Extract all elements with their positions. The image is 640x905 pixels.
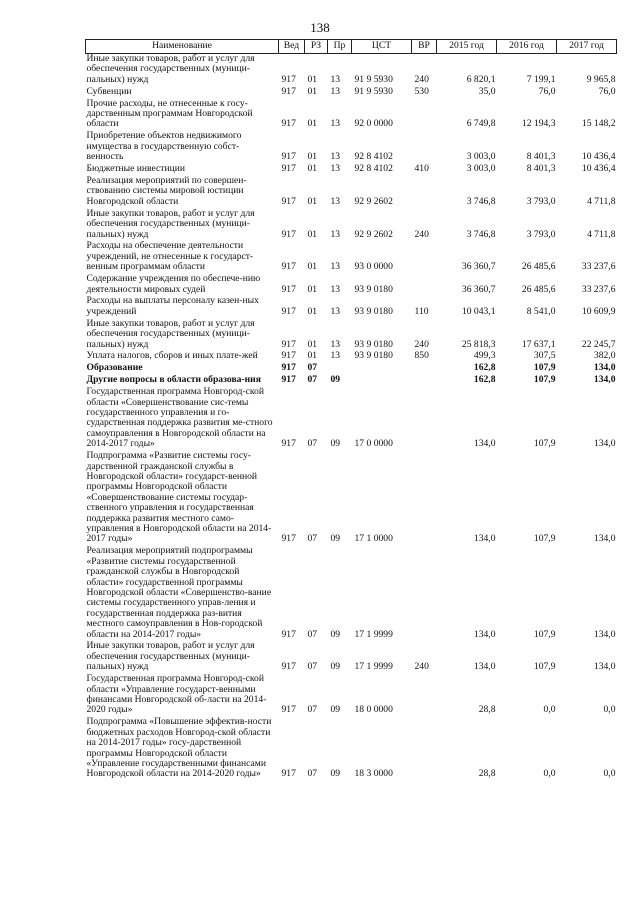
- cell-ved: 917: [281, 338, 296, 350]
- cell-cst: 17 1 9999: [354, 661, 393, 673]
- cell-cst: 92 8 4102: [354, 151, 393, 163]
- cell-pr: 13: [330, 283, 341, 295]
- cell-2015: 35,0: [478, 85, 496, 97]
- cell-vr: [412, 274, 437, 296]
- cell-vr: 240: [414, 338, 429, 350]
- cell-name: Иные закупки товаров, работ и услуг для обеспечения государственных (муници-пальных) нужд: [86, 317, 255, 350]
- cell-cst: 92 9 2602: [354, 195, 393, 207]
- cell-ved: 917: [281, 374, 296, 386]
- table-row: [86, 241, 617, 274]
- cell-rz: 01: [307, 283, 318, 295]
- cell-rz: 01: [307, 195, 318, 207]
- cell-2016: 3 793,0: [526, 195, 556, 207]
- table-row: [86, 641, 617, 674]
- cell-name: Приобретение объектов недвижимого имущества в государственную собст-венность: [86, 130, 242, 163]
- cell-vr: 240: [414, 73, 429, 85]
- cell-vr: [412, 176, 437, 209]
- cell-pr: 13: [330, 73, 341, 85]
- cell-vr: 240: [414, 661, 429, 673]
- cell-pr: 09: [330, 704, 341, 716]
- cell-pr: 13: [330, 195, 341, 207]
- cell-2017: 0,0: [603, 768, 616, 780]
- cell-2015: 3 003,0: [466, 163, 496, 175]
- cell-2017: 134,0: [593, 438, 616, 450]
- header-name: Наименование: [86, 40, 279, 54]
- cell-vr: [412, 546, 437, 641]
- cell-cst: 18 0 0000: [354, 704, 393, 716]
- cell-ved: 917: [281, 151, 296, 163]
- cell-pr: 13: [330, 163, 341, 175]
- table-row: [86, 387, 617, 451]
- cell-pr: 13: [330, 118, 341, 130]
- cell-name: Иные закупки товаров, работ и услуг для обеспечения государственных (муници-пальных) нужд: [86, 53, 255, 85]
- cell-pr: 09: [330, 374, 341, 386]
- cell-ved: 917: [281, 533, 296, 545]
- cell-2017: 134,0: [593, 661, 616, 673]
- cell-name: Реализация мероприятий подпрограммы «Развитие системы государственной гражданской службы в Новгородской области» государственной программы Новгородской области «Совершенство-вание системы государственного управ-ления и государственная поддержка раз-вития местного самоуправления в Нов-городской области на 2014-2017 годы»: [86, 545, 272, 640]
- cell-name: Уплата налогов, сборов и иных плате-жей: [86, 350, 258, 362]
- cell-pr: 09: [330, 661, 341, 673]
- cell-name: Прочие расходы, не отнесенные к госу-дарственным программам Новгородской области: [86, 97, 253, 130]
- cell-2017: 134,0: [593, 374, 616, 386]
- cell-2015: 28,8: [478, 768, 496, 780]
- cell-cst: 17 0 0000: [354, 438, 393, 450]
- cell-cst: [352, 363, 412, 375]
- header-2017: 2017 год: [557, 40, 617, 54]
- cell-2016: 26 485,6: [521, 261, 556, 273]
- header-pr: Пр: [328, 40, 352, 54]
- cell-cst: 91 9 5930: [354, 85, 393, 97]
- cell-pr: 13: [330, 261, 341, 273]
- cell-pr: 09: [330, 768, 341, 780]
- table-row: [86, 131, 617, 164]
- cell-2015: 6 820,1: [466, 73, 496, 85]
- cell-cst: 92 9 2602: [354, 228, 393, 240]
- cell-rz: 01: [307, 118, 318, 130]
- cell-2016: 7 199,1: [526, 73, 556, 85]
- cell-pr: 09: [330, 533, 341, 545]
- cell-2015: 28,8: [478, 704, 496, 716]
- cell-2015: 134,0: [473, 438, 496, 450]
- cell-2017: 76,0: [598, 85, 616, 97]
- cell-ved: 917: [281, 163, 296, 175]
- cell-vr: [412, 241, 437, 274]
- cell-pr: 09: [330, 438, 341, 450]
- cell-name: Подпрограмма «Повышение эффектив-ности бюджетных расходов Новгород-ской области на 2014-2017 годы» госу-дарственной программы Новгородской области «Управление государственными финансами Новгородской области на 2014-2020 годы»: [86, 716, 272, 780]
- cell-ved: 917: [281, 85, 296, 97]
- cell-name: Государственная программа Новгород-ской области «Совершенствование сис-темы государственного управления и го-сударственная поддержка развития ме-стного самоуправления в Новгородской области на 2014-2017 годы»: [86, 386, 273, 450]
- cell-name: Государственная программа Новгород-ской области «Управление государст-венными финансами Новгородской об-ласти на 2014-2020 годы»: [86, 673, 267, 716]
- header-2015: 2015 год: [437, 40, 497, 54]
- cell-2017: 4 711,8: [587, 195, 616, 207]
- cell-cst: 91 9 5930: [354, 73, 393, 85]
- cell-2016: 307,5: [533, 350, 556, 362]
- cell-rz: 01: [307, 338, 318, 350]
- cell-2015: 162,8: [473, 362, 496, 374]
- cell-rz: 01: [307, 261, 318, 273]
- cell-2015: 499,3: [473, 350, 496, 362]
- cell-vr: [412, 717, 437, 781]
- table-body: [86, 54, 617, 782]
- cell-2016: 0,0: [543, 768, 556, 780]
- table-row: [86, 546, 617, 641]
- cell-2017: 33 237,6: [581, 283, 616, 295]
- cell-name: Иные закупки товаров, работ и услуг для обеспечения государственных (муници-пальных) нужд: [86, 640, 255, 673]
- cell-rz: 01: [307, 350, 318, 362]
- cell-2017: 10 436,4: [581, 163, 616, 175]
- cell-rz: 07: [307, 362, 318, 374]
- header-vr: ВР: [412, 40, 437, 54]
- cell-cst: 93 0 0000: [354, 261, 393, 273]
- cell-ved: 917: [281, 283, 296, 295]
- cell-2016: 8 541,0: [526, 305, 556, 317]
- cell-2015: 6 749,8: [466, 118, 496, 130]
- cell-2016: 8 401,3: [526, 151, 556, 163]
- cell-pr: 13: [330, 151, 341, 163]
- table-row: [86, 451, 617, 546]
- cell-2015: 3 746,8: [466, 228, 496, 240]
- cell-rz: 01: [307, 151, 318, 163]
- cell-2016: 107,9: [533, 533, 556, 545]
- cell-2017: 134,0: [593, 628, 616, 640]
- cell-2016: 107,9: [533, 438, 556, 450]
- table-row: [86, 274, 617, 296]
- cell-2017: 15 148,2: [581, 118, 616, 130]
- cell-2017: 22 245,7: [581, 338, 616, 350]
- cell-vr: 530: [414, 85, 429, 97]
- cell-ved: 917: [281, 261, 296, 273]
- cell-2017: 134,0: [593, 533, 616, 545]
- cell-2015: 3 746,8: [466, 195, 496, 207]
- cell-2017: 0,0: [603, 704, 616, 716]
- cell-ved: 917: [281, 73, 296, 85]
- cell-rz: 07: [307, 374, 318, 386]
- cell-rz: 07: [307, 438, 318, 450]
- cell-2017: 33 237,6: [581, 261, 616, 273]
- cell-2017: 4 711,8: [587, 228, 616, 240]
- cell-2016: 8 401,3: [526, 163, 556, 175]
- cell-2015: 36 360,7: [461, 261, 496, 273]
- cell-2016: 107,9: [533, 374, 556, 386]
- cell-2016: 107,9: [533, 628, 556, 640]
- cell-cst: 92 8 4102: [354, 163, 393, 175]
- cell-rz: 07: [307, 628, 318, 640]
- cell-2016: 76,0: [538, 85, 556, 97]
- table-row: [86, 87, 617, 99]
- cell-name: Расходы на выплаты персоналу казен-ных учреждений: [86, 295, 259, 317]
- cell-name: Подпрограмма «Развитие системы госу-дарственной гражданской службы в Новгородской области» государст-венной программы Новгородской области «Совершенствование системы государ-ственного управления и государственная поддержка развития местного само-управления в Новгородской области на 2014-2017 годы»: [86, 450, 272, 545]
- header-ved: Вед: [279, 40, 305, 54]
- cell-name: Иные закупки товаров, работ и услуг для обеспечения государственных (муници-пальных) нужд: [86, 207, 255, 240]
- cell-2017: 134,0: [593, 362, 616, 374]
- cell-2016: 3 793,0: [526, 228, 556, 240]
- cell-pr: 13: [330, 228, 341, 240]
- cell-2016: 107,9: [533, 362, 556, 374]
- cell-2017: 10 436,4: [581, 151, 616, 163]
- cell-vr: [412, 363, 437, 375]
- cell-cst: 92 0 0000: [354, 118, 393, 130]
- cell-rz: 07: [307, 533, 318, 545]
- cell-cst: [352, 375, 412, 387]
- cell-rz: 07: [307, 768, 318, 780]
- cell-2015: 134,0: [473, 533, 496, 545]
- cell-cst: 93 9 0180: [354, 350, 393, 362]
- table-row: [86, 319, 617, 352]
- header-cst: ЦСТ: [352, 40, 412, 54]
- cell-name: Реализация мероприятий по совершен-ствованию системы мировой юстиции Новгородской области: [86, 174, 247, 207]
- cell-rz: 01: [307, 163, 318, 175]
- cell-pr: 13: [330, 350, 341, 362]
- cell-ved: 917: [281, 118, 296, 130]
- cell-2015: 36 360,7: [461, 283, 496, 295]
- table-row: [86, 176, 617, 209]
- table-row: [86, 209, 617, 242]
- cell-pr: 13: [330, 338, 341, 350]
- cell-vr: [412, 375, 437, 387]
- table-header: [86, 40, 617, 54]
- cell-vr: [412, 674, 437, 717]
- cell-2016: 26 485,6: [521, 283, 556, 295]
- cell-ved: 917: [281, 768, 296, 780]
- cell-cst: 93 9 0180: [354, 283, 393, 295]
- cell-rz: 01: [307, 305, 318, 317]
- cell-vr: [412, 99, 437, 132]
- cell-2015: 134,0: [473, 661, 496, 673]
- page-number: 138: [310, 20, 330, 35]
- cell-pr: 13: [330, 305, 341, 317]
- header-2016: 2016 год: [497, 40, 557, 54]
- table-row: [86, 296, 617, 318]
- cell-vr: [412, 451, 437, 546]
- cell-ved: 917: [281, 195, 296, 207]
- table-row: [86, 54, 617, 87]
- cell-cst: 93 9 0180: [354, 305, 393, 317]
- cell-pr: 09: [330, 628, 341, 640]
- cell-vr: 110: [414, 305, 429, 317]
- cell-ved: 917: [281, 228, 296, 240]
- cell-name: Другие вопросы в области образова-ния: [86, 374, 261, 386]
- cell-ved: 917: [281, 350, 296, 362]
- cell-ved: 917: [281, 362, 296, 374]
- cell-rz: 01: [307, 85, 318, 97]
- cell-2016: 17 637,1: [521, 338, 556, 350]
- budget-table: [85, 39, 617, 781]
- table-row: [86, 674, 617, 717]
- cell-name: Бюджетные инвестиции: [86, 163, 185, 175]
- cell-name: Образование: [86, 362, 143, 374]
- cell-2015: 134,0: [473, 628, 496, 640]
- cell-rz: 07: [307, 661, 318, 673]
- cell-2016: 12 194,3: [521, 118, 556, 130]
- cell-rz: 01: [307, 228, 318, 240]
- cell-vr: 240: [414, 228, 429, 240]
- cell-2015: 162,8: [473, 374, 496, 386]
- cell-2017: 10 609,9: [581, 305, 616, 317]
- table-row: [86, 99, 617, 132]
- cell-ved: 917: [281, 305, 296, 317]
- cell-rz: 01: [307, 73, 318, 85]
- cell-cst: 17 1 9999: [354, 628, 393, 640]
- cell-2015: 10 043,1: [461, 305, 496, 317]
- cell-ved: 917: [281, 438, 296, 450]
- cell-ved: 917: [281, 628, 296, 640]
- cell-ved: 917: [281, 704, 296, 716]
- cell-rz: 07: [307, 704, 318, 716]
- table-row: [86, 717, 617, 781]
- cell-name: Субвенции: [86, 85, 132, 97]
- cell-name: Содержание учреждения по обеспече-нию деятельности мировых судей: [86, 273, 261, 295]
- cell-vr: [412, 387, 437, 451]
- cell-vr: 410: [414, 163, 429, 175]
- cell-2017: 9 965,8: [586, 73, 616, 85]
- cell-cst: 17 1 0000: [354, 533, 393, 545]
- cell-name: Расходы на обеспечение деятельности учреждений, не отнесенные к государст-венным программам области: [86, 240, 254, 273]
- cell-2016: 107,9: [533, 661, 556, 673]
- cell-cst: 18 3 0000: [354, 768, 393, 780]
- cell-vr: [412, 131, 437, 164]
- cell-2016: 0,0: [543, 704, 556, 716]
- cell-cst: 93 9 0180: [354, 338, 393, 350]
- header-rz: РЗ: [305, 40, 328, 54]
- cell-pr: 13: [330, 85, 341, 97]
- cell-2015: 25 818,3: [461, 338, 496, 350]
- cell-2017: 382,0: [593, 350, 616, 362]
- cell-ved: 917: [281, 661, 296, 673]
- cell-vr: 850: [414, 350, 429, 362]
- cell-2015: 3 003,0: [466, 151, 496, 163]
